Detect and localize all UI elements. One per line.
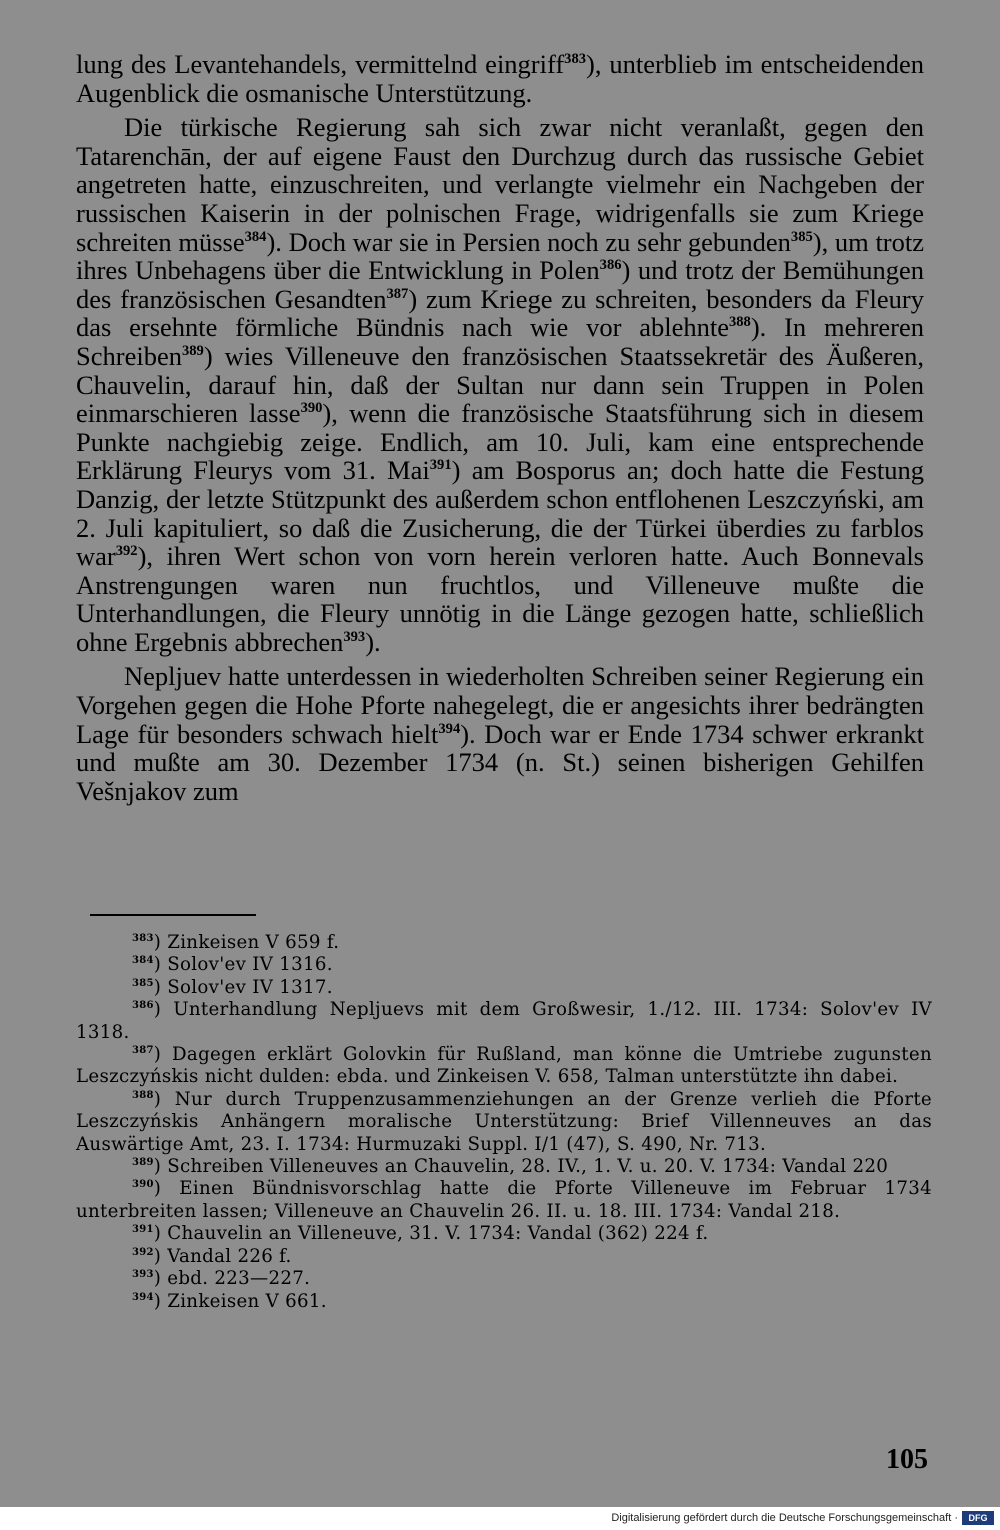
text-run: lung des Levantehandels, vermittelnd eingriff [76,49,565,79]
text-run: ). [365,626,381,657]
text-run: ) am Bosporus an; doch hatte die Festung Danzig, der letzte Stützpunkt des außerdem schon entflohenen Leszczyński, am 2. Juli kapituliert, so daß die Zusicherung, die der Türkei überdies zu farblos war [76,455,924,572]
text-run: ). Doch war er Ende 1734 schwer erkrankt und mußte am 30. Dezember 1734 (n. St.) seinen bisherigen Gehilfen Vešnjakov zum [76,718,925,806]
footnote-number: 392 [132,1246,154,1258]
footnote-text: ) Chauvelin an Villeneuve, 31. V. 1734: Vandal (362) 224 f. [153,1223,709,1245]
paragraph-2 [76,113,924,656]
footnotes [76,932,932,1313]
footnote [76,1089,932,1156]
text-run: Die türkische Regierung sah sich zwar nicht veranlaßt, gegen den Tatarenchān, der auf eigene Faust den Durchzug durch das russische Gebiet angetreten hatte, einzuschreiten, und verlangte vielmehr ein Nachgeben der russischen Kaiserin in der polnischen Frage, widrigenfalls sie zum Kriege schreiten müsse [76,112,924,257]
footnote-number: 383 [132,933,154,944]
paragraph-1 [76,50,924,107]
footnote-separator [90,914,256,916]
footnote-number: 391 [132,1224,154,1236]
footnote [76,1246,932,1268]
footnote [76,1223,932,1245]
text-run: ), unterblieb im entscheidenden Augenblick die osmanische Unterstützung. [76,49,924,108]
footnote-number: 385 [132,977,154,989]
footnote [76,1291,932,1313]
footnote [76,977,932,999]
footnote-number: 388 [132,1089,154,1101]
footnote-ref[interactable]: 384 [244,228,267,245]
footnote-text: ) ebd. 223—227. [153,1268,311,1290]
paragraph-3 [76,662,924,805]
footnote [76,1178,932,1223]
footnote-text: ) Schreiben Villeneuves an Chauvelin, 28. IV., 1. V. u. 20. V. 1734: Vandal 220 [153,1156,889,1178]
text-run: ) zum Kriege zu schreiten, besonders da Fleury das ersehnte förmliche Bündnis nach wie vor ablehnte [76,283,924,343]
footnote-text: ) Unterhandlung Nepljuevs mit dem Großwesir, 1./12. III. 1734: Solov'ev IV 1318. [76,999,932,1043]
footnote-number: 387 [132,1045,154,1057]
footnote [76,1156,932,1178]
footnote-number: 389 [132,1157,154,1169]
footnote-ref[interactable]: 386 [599,256,622,273]
footnote-text: ) Einen Bündnisvorschlag hatte die Pforte Villeneuve im Februar 1734 unterbreiten lassen; Villeneuve an Chauvelin 26. II. u. 18. III. 1734: Vandal 218. [76,1178,932,1222]
footnote [76,1268,932,1290]
footnote-text: ) Zinkeisen V 661. [153,1290,327,1312]
footnote-ref[interactable]: 383 [564,50,587,67]
footnote [76,932,932,954]
footnote-number: 390 [132,1179,154,1191]
page-number: 105 [886,1444,928,1475]
footnote-ref[interactable]: 389 [181,342,204,359]
text-run: ) wies Villeneuve den französischen Staatssekretär des Äußeren, Chauvelin, darauf hin, daß der Sultan nur dann sein Truppen in Polen einmarschieren lasse [76,340,924,429]
footnote [76,954,932,976]
main-text [76,50,924,805]
footnote-number: 386 [132,1000,154,1012]
footnote-ref[interactable]: 391 [429,457,452,474]
footnote-ref[interactable]: 387 [386,285,409,302]
text-run: ). In mehreren Schreiben [76,312,925,371]
digitization-credit: Digitalisierung gefördert durch die Deutsche Forschungsgemeinschaft · [611,1512,958,1524]
footnote-number: 394 [132,1291,154,1303]
footnote-text: ) Vandal 226 f. [153,1245,292,1267]
footnote [76,999,932,1044]
footnote-ref[interactable]: 385 [790,228,813,245]
footnote [76,1044,932,1089]
footnote-ref[interactable]: 390 [300,399,323,416]
footnote-text: ) Nur durch Truppenzusammenziehungen an der Grenze verlieh die Pforte Leszczyńskis Anhängern moralische Unterstützung: Brief Villenneuves an das Auswärtige Amt, 23. I. 1734: Hurmuzaki Suppl. I/1 (47), S. 490, Nr. 713. [76,1088,932,1155]
footnote-ref[interactable]: 388 [728,314,751,331]
footnote-text: ) Dagegen erklärt Golovkin für Rußland, man könne die Umtriebe zugunsten Leszczyńskis nicht dulden: ebda. und Zinkeisen V. 658, Talman unterstützte ihn dabei. [76,1044,932,1088]
footnote-ref[interactable]: 392 [115,542,138,559]
text-run: ) und trotz der Bemühungen des französischen Gesandten [76,255,925,314]
footnote-ref[interactable]: 394 [438,720,461,737]
dfg-logo: DFG [962,1511,994,1525]
footnote-text: ) Solov'ev IV 1316. [153,954,333,976]
footnote-number: 384 [132,955,154,967]
text-run: ). Doch war sie in Persien noch zu sehr gebunden [266,226,791,257]
text-run: ), um trotz ihres Unbehagens über die Entwicklung in Polen [76,226,925,286]
footnote-ref[interactable]: 393 [343,628,366,645]
footnote-text: ) Solov'ev IV 1317. [153,976,333,998]
footnote-number: 393 [132,1269,154,1281]
text-run: ), ihren Wert schon von vorn herein verloren hatte. Auch Bonnevals Anstrengungen waren nun fruchtlos, und Villeneuve mußte die Unterhandlungen, die Fleury unnötig in die Länge gezogen hatte, schließlich ohne Ergebnis abbrechen [76,541,924,657]
text-run: Nepljuev hatte unterdessen in wiederholten Schreiben seiner Regierung ein Vorgehen gegen die Hohe Pforte nahegelegt, die er angesichts ihrer bedrängten Lage für besonders schwach hielt [76,661,924,749]
footnote-text: ) Zinkeisen V 659 f. [153,932,340,953]
text-run: ), wenn die französische Staatsführung sich in diesem Punkte nachgiebig zeige. Endlich, am 10. Juli, kam eine entsprechende Erklärung Fleurys vom 31. Mai [76,398,924,486]
